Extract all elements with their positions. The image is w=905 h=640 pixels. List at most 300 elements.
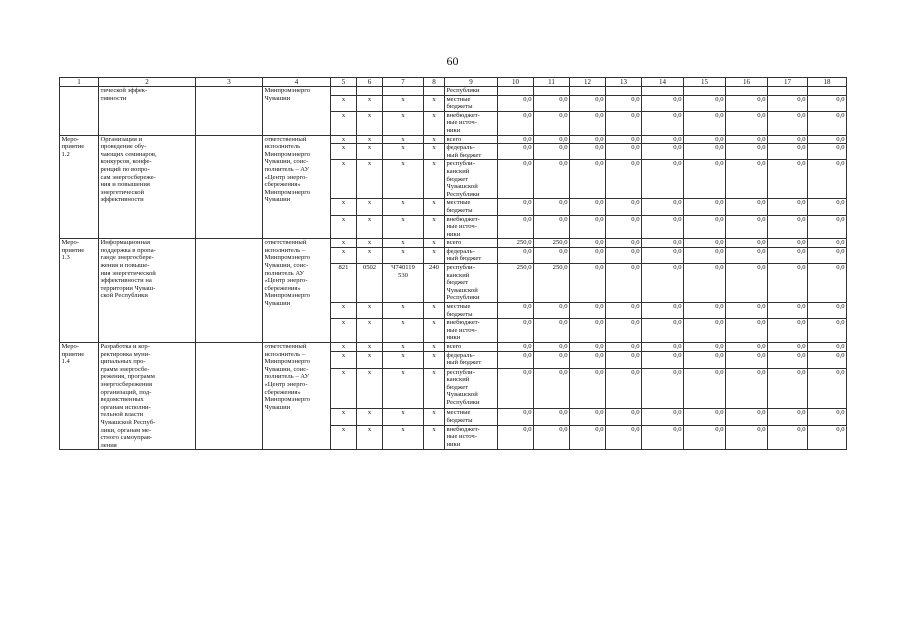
text-line: ные источ- — [446, 326, 477, 334]
amount-col-14: 0,0 — [642, 303, 684, 319]
amount-col-16: 0,0 — [726, 425, 768, 450]
column-header-11: 11 — [534, 78, 570, 87]
text-line: «Центр энерго- — [264, 173, 308, 181]
amount-col-16: 0,0 — [726, 343, 768, 352]
code-x: x — [331, 343, 357, 352]
code-x: x — [424, 408, 445, 425]
text-line: Республики — [446, 190, 480, 198]
text-line: местные — [446, 408, 471, 416]
amount-col-12: 0,0 — [570, 199, 606, 215]
amount-col-11: 0,0 — [534, 351, 570, 368]
text-line: исполнитель – — [264, 350, 306, 358]
amount-col-15: 0,0 — [684, 199, 726, 215]
funding-source — [445, 199, 498, 215]
code-empty — [357, 87, 383, 96]
goal-col — [196, 135, 263, 239]
code-x: x — [383, 160, 424, 199]
amount-col-16: 0,0 — [726, 199, 768, 215]
text-line: жения и повыше- — [100, 262, 150, 270]
goal-col — [196, 343, 263, 450]
code-x: x — [424, 95, 445, 111]
amount-col-14: 0,0 — [642, 199, 684, 215]
amount-col-13: 0,0 — [606, 247, 642, 263]
text-line: республи- — [446, 160, 475, 168]
funding-source — [445, 264, 498, 303]
amount-col-14: 0,0 — [642, 160, 684, 199]
amount-col-12: 0,0 — [570, 368, 606, 408]
amount-col-16: 0,0 — [726, 303, 768, 319]
code-x: x — [383, 368, 424, 408]
text-line: бюджеты — [446, 206, 473, 214]
table-row — [60, 239, 847, 248]
amount-col-18: 0,0 — [808, 264, 847, 303]
column-header-6: 6 — [357, 78, 383, 87]
code-x: x — [357, 408, 383, 425]
code-x: x — [357, 160, 383, 199]
text-line: Чувашии, соис- — [264, 262, 309, 270]
amount-col-18: 0,0 — [808, 95, 847, 111]
amount-col-17: 0,0 — [768, 319, 808, 343]
text-line: чающих семинаров, — [100, 150, 157, 158]
amount-col-11: 0,0 — [534, 135, 570, 144]
amount-col-15: 0,0 — [684, 408, 726, 425]
amount-col-13: 0,0 — [606, 351, 642, 368]
column-header-5: 5 — [331, 78, 357, 87]
amount-col-15: 0,0 — [684, 135, 726, 144]
code-x: x — [383, 247, 424, 263]
page-number: 60 — [446, 54, 459, 68]
text-line: Организация и — [100, 135, 143, 143]
code-empty — [383, 87, 424, 96]
amount-col-14: 0,0 — [642, 319, 684, 343]
amount-col-14: 0,0 — [642, 111, 684, 135]
amount-col-17: 0,0 — [768, 303, 808, 319]
column-header-1: 1 — [60, 78, 99, 87]
text-line: стного самоуправ- — [100, 434, 153, 442]
text-line: исполнитель — [264, 143, 301, 151]
amount-col-12: 0,0 — [570, 319, 606, 343]
text-line: исполнитель – — [264, 246, 306, 254]
text-line: всего — [446, 343, 462, 350]
code-x: x — [331, 319, 357, 343]
funding-source — [445, 111, 498, 135]
amount-col-12: 0,0 — [570, 135, 606, 144]
text-line: всего — [446, 239, 462, 247]
code-grbs: 821 — [331, 264, 357, 303]
column-header-14: 14 — [642, 78, 684, 87]
amount-col-13: 0,0 — [606, 408, 642, 425]
text-line: Чувашии — [264, 300, 291, 308]
amount-col-12: 0,0 — [570, 111, 606, 135]
amount-col-14: 0,0 — [642, 144, 684, 160]
column-header-16: 16 — [726, 78, 768, 87]
measure-label — [60, 343, 99, 450]
amount-col-15: 0,0 — [684, 215, 726, 239]
text-line: ный бюджет — [446, 359, 482, 367]
text-line: местные — [446, 199, 471, 207]
code-type: 240 — [424, 264, 445, 303]
code-x: x — [331, 351, 357, 368]
column-header-10: 10 — [498, 78, 534, 87]
amount-col-17: 0,0 — [768, 144, 808, 160]
code-x: x — [357, 319, 383, 343]
amount-col-10: 0,0 — [498, 135, 534, 144]
code-x: x — [424, 303, 445, 319]
code-x: x — [383, 239, 424, 248]
text-line: федераль- — [446, 351, 475, 359]
text-line: Меро- — [61, 135, 79, 143]
table-row — [60, 87, 847, 96]
measure-title-cont — [99, 87, 196, 136]
code-x: x — [424, 135, 445, 144]
amount-col-13: 0,0 — [606, 319, 642, 343]
amount-col-15: 0,0 — [684, 351, 726, 368]
text-line: сбережения» — [264, 181, 301, 189]
text-line: приятие — [61, 143, 85, 151]
code-x: x — [357, 239, 383, 248]
text-line: внебюджет- — [446, 319, 480, 327]
budget-table — [59, 77, 847, 450]
text-line: ники — [446, 334, 461, 342]
text-line: ведомственных — [100, 396, 144, 404]
amount-col-16: 0,0 — [726, 239, 768, 248]
amount-col-17: 0,0 — [768, 111, 808, 135]
text-line: ный бюджет — [446, 151, 482, 159]
amount-col-10: 0,0 — [498, 95, 534, 111]
amount-col-15: 0,0 — [684, 343, 726, 352]
code-x: x — [357, 111, 383, 135]
amount-empty — [606, 87, 642, 96]
amount-col-16: 0,0 — [726, 135, 768, 144]
text-line: внебюджет- — [446, 425, 480, 433]
amount-col-10: 0,0 — [498, 351, 534, 368]
code-x: x — [331, 215, 357, 239]
amount-col-14: 0,0 — [642, 425, 684, 450]
code-x: x — [331, 425, 357, 450]
amount-col-13: 0,0 — [606, 425, 642, 450]
text-line: бюджет — [446, 279, 469, 287]
amount-col-18: 0,0 — [808, 343, 847, 352]
code-x: x — [383, 303, 424, 319]
amount-col-14: 0,0 — [642, 95, 684, 111]
amount-col-16: 0,0 — [726, 215, 768, 239]
text-line: ренций по вопро- — [100, 165, 150, 173]
amount-col-14: 0,0 — [642, 408, 684, 425]
funding-source — [445, 160, 498, 199]
code-x: x — [424, 343, 445, 352]
text-line: ганде энергосбере- — [100, 254, 154, 262]
text-line: бюджеты — [446, 103, 473, 111]
amount-col-11: 0,0 — [534, 215, 570, 239]
amount-col-17: 0,0 — [768, 408, 808, 425]
text-line: ники — [446, 126, 461, 134]
text-line: местные — [446, 95, 471, 103]
text-line: внебюджет- — [446, 111, 480, 119]
amount-col-16: 0,0 — [726, 319, 768, 343]
amount-empty — [498, 87, 534, 96]
amount-col-17: 0,0 — [768, 247, 808, 263]
amount-empty — [534, 87, 570, 96]
amount-col-18: 0,0 — [808, 247, 847, 263]
funding-source — [445, 351, 498, 368]
code-x: x — [383, 144, 424, 160]
amount-col-11: 0,0 — [534, 199, 570, 215]
amount-col-12: 0,0 — [570, 215, 606, 239]
text-line: энергосбережения — [100, 380, 152, 388]
amount-col-10: 0,0 — [498, 247, 534, 263]
amount-col-10: 0,0 — [498, 368, 534, 408]
amount-col-11: 0,0 — [534, 111, 570, 135]
amount-col-15: 0,0 — [684, 425, 726, 450]
amount-col-14: 0,0 — [642, 264, 684, 303]
amount-col-13: 0,0 — [606, 199, 642, 215]
amount-col-10: 0,0 — [498, 144, 534, 160]
text-line: Меро- — [61, 239, 79, 247]
measure-title — [99, 239, 196, 343]
text-line: внебюджет- — [446, 215, 480, 223]
text-line: Минпромэнерго — [264, 396, 311, 404]
amount-col-13: 0,0 — [606, 95, 642, 111]
code-x: x — [424, 144, 445, 160]
amount-col-16: 0,0 — [726, 368, 768, 408]
amount-col-13: 0,0 — [606, 343, 642, 352]
amount-col-11: 250,0 — [534, 239, 570, 248]
amount-col-16: 0,0 — [726, 144, 768, 160]
amount-col-13: 0,0 — [606, 303, 642, 319]
column-header-18: 18 — [808, 78, 847, 87]
code-x: x — [331, 199, 357, 215]
text-line: приятие — [61, 350, 85, 358]
code-x: x — [331, 247, 357, 263]
amount-col-11: 0,0 — [534, 303, 570, 319]
text-line: ципальных про- — [100, 358, 146, 366]
amount-col-14: 0,0 — [642, 247, 684, 263]
code-x: x — [383, 425, 424, 450]
amount-col-11: 0,0 — [534, 247, 570, 263]
code-x: x — [331, 95, 357, 111]
amount-col-17: 0,0 — [768, 135, 808, 144]
column-header-2: 2 — [99, 78, 196, 87]
amount-col-17: 0,0 — [768, 215, 808, 239]
funding-source — [445, 303, 498, 319]
amount-col-16: 0,0 — [726, 111, 768, 135]
amount-col-15: 0,0 — [684, 144, 726, 160]
table-row — [60, 135, 847, 144]
amount-col-18: 0,0 — [808, 215, 847, 239]
amount-col-11: 0,0 — [534, 144, 570, 160]
amount-col-18: 0,0 — [808, 135, 847, 144]
code-x: x — [357, 351, 383, 368]
text-line: 530 — [398, 271, 408, 279]
text-line: Информационная — [100, 239, 150, 247]
funding-source — [445, 215, 498, 239]
amount-col-11: 0,0 — [534, 160, 570, 199]
amount-col-10: 0,0 — [498, 319, 534, 343]
text-line: бюджеты — [446, 310, 473, 318]
amount-col-10: 0,0 — [498, 303, 534, 319]
code-x: x — [383, 319, 424, 343]
amount-col-13: 0,0 — [606, 239, 642, 248]
text-line: бюджеты — [446, 416, 473, 424]
amount-col-14: 0,0 — [642, 368, 684, 408]
code-x: x — [331, 144, 357, 160]
text-line: Минпромэнерго — [264, 150, 311, 158]
measure-title — [99, 343, 196, 450]
code-x: x — [383, 351, 424, 368]
amount-col-14: 0,0 — [642, 135, 684, 144]
text-line: эффективности — [100, 196, 144, 204]
amount-col-17: 0,0 — [768, 351, 808, 368]
amount-col-14: 0,0 — [642, 215, 684, 239]
amount-col-11: 0,0 — [534, 343, 570, 352]
text-line: Республики — [446, 87, 480, 94]
text-line: «Центр энерго- — [264, 277, 308, 285]
amount-col-11: 0,0 — [534, 408, 570, 425]
amount-col-10: 0,0 — [498, 215, 534, 239]
amount-empty — [570, 87, 606, 96]
amount-col-16: 0,0 — [726, 160, 768, 199]
code-empty — [331, 87, 357, 96]
text-line: 1.4 — [61, 358, 70, 366]
amount-col-18: 0,0 — [808, 425, 847, 450]
text-line: проведение обу- — [100, 143, 147, 151]
amount-empty — [768, 87, 808, 96]
text-line: органам исполни- — [100, 403, 151, 411]
code-x: x — [424, 199, 445, 215]
text-line: ния и повышения — [100, 181, 150, 189]
text-line: Чувашии — [264, 94, 291, 102]
text-line: Чувашии, соис- — [264, 365, 309, 373]
amount-col-18: 0,0 — [808, 160, 847, 199]
amount-col-13: 0,0 — [606, 111, 642, 135]
funding-source — [445, 343, 498, 352]
amount-col-11: 0,0 — [534, 425, 570, 450]
text-line: Минпромэнерго — [264, 87, 311, 94]
amount-col-14: 0,0 — [642, 343, 684, 352]
text-line: полнитель АУ — [264, 269, 305, 277]
amount-col-15: 0,0 — [684, 239, 726, 248]
code-target — [383, 264, 424, 303]
text-line: ники — [446, 230, 461, 238]
amount-col-11: 0,0 — [534, 368, 570, 408]
column-header-8: 8 — [424, 78, 445, 87]
amount-empty — [808, 87, 847, 96]
column-header-3: 3 — [196, 78, 263, 87]
text-line: ные источ- — [446, 119, 477, 127]
code-x: x — [424, 351, 445, 368]
text-line: эффективности на — [100, 277, 152, 285]
funding-source — [445, 408, 498, 425]
amount-col-16: 0,0 — [726, 408, 768, 425]
amount-col-12: 0,0 — [570, 144, 606, 160]
measure-label — [60, 239, 99, 343]
text-line: Республики — [446, 294, 480, 302]
code-section: 0502 — [357, 264, 383, 303]
text-line: Разработка и кор- — [100, 343, 150, 350]
amount-col-14: 0,0 — [642, 239, 684, 248]
column-header-7: 7 — [383, 78, 424, 87]
amount-col-13: 0,0 — [606, 368, 642, 408]
amount-col-17: 0,0 — [768, 425, 808, 450]
amount-col-15: 0,0 — [684, 319, 726, 343]
text-line: лики, органам ме- — [100, 426, 152, 434]
text-line: тельной власти — [100, 411, 144, 419]
amount-col-15: 0,0 — [684, 303, 726, 319]
text-line: всего — [446, 135, 462, 143]
text-line: Минпромэнерго — [264, 358, 311, 366]
amount-col-12: 0,0 — [570, 239, 606, 248]
amount-col-10: 0,0 — [498, 408, 534, 425]
text-line: Чувашской — [446, 391, 478, 399]
table-row — [60, 343, 847, 352]
code-x: x — [357, 135, 383, 144]
text-line: Чувашии, соис- — [264, 158, 309, 166]
amount-col-10: 0,0 — [498, 160, 534, 199]
amount-col-15: 0,0 — [684, 264, 726, 303]
measure-label — [60, 135, 99, 239]
code-x: x — [357, 368, 383, 408]
amount-col-11: 0,0 — [534, 319, 570, 343]
text-line: республи- — [446, 368, 475, 376]
amount-col-12: 0,0 — [570, 95, 606, 111]
code-x: x — [331, 111, 357, 135]
text-line: канский — [446, 167, 470, 175]
code-x: x — [424, 319, 445, 343]
code-x: x — [383, 111, 424, 135]
code-x: x — [424, 160, 445, 199]
amount-col-17: 0,0 — [768, 199, 808, 215]
code-x: x — [383, 199, 424, 215]
text-line: ской Республики — [100, 292, 148, 300]
column-header-17: 17 — [768, 78, 808, 87]
code-x: x — [424, 425, 445, 450]
amount-col-15: 0,0 — [684, 368, 726, 408]
amount-empty — [726, 87, 768, 96]
text-line: ния энергетической — [100, 269, 156, 277]
amount-col-10: 250,0 — [498, 264, 534, 303]
amount-col-12: 0,0 — [570, 343, 606, 352]
code-x: x — [357, 425, 383, 450]
measure-executor — [263, 239, 331, 343]
amount-col-10: 0,0 — [498, 111, 534, 135]
text-line: Минпромэнерго — [264, 188, 311, 196]
amount-col-17: 0,0 — [768, 343, 808, 352]
text-line: Республики — [446, 399, 480, 406]
amount-col-18: 0,0 — [808, 408, 847, 425]
code-x: x — [331, 239, 357, 248]
amount-col-15: 0,0 — [684, 95, 726, 111]
text-line: ректировка муни- — [100, 350, 151, 358]
measure-title — [99, 135, 196, 239]
amount-col-15: 0,0 — [684, 111, 726, 135]
text-line: поддержка в пропа- — [100, 246, 156, 254]
text-line: режения, программ — [100, 373, 155, 381]
amount-col-15: 0,0 — [684, 247, 726, 263]
amount-col-17: 0,0 — [768, 264, 808, 303]
column-header-9: 9 — [445, 78, 498, 87]
amount-col-11: 250,0 — [534, 264, 570, 303]
text-line: «Центр энерго- — [264, 380, 308, 388]
amount-col-18: 0,0 — [808, 199, 847, 215]
code-x: x — [331, 408, 357, 425]
code-x: x — [424, 111, 445, 135]
text-line: канский — [446, 376, 470, 384]
amount-col-10: 0,0 — [498, 425, 534, 450]
amount-col-12: 0,0 — [570, 351, 606, 368]
code-x: x — [357, 95, 383, 111]
code-x: x — [424, 239, 445, 248]
code-x: x — [331, 160, 357, 199]
